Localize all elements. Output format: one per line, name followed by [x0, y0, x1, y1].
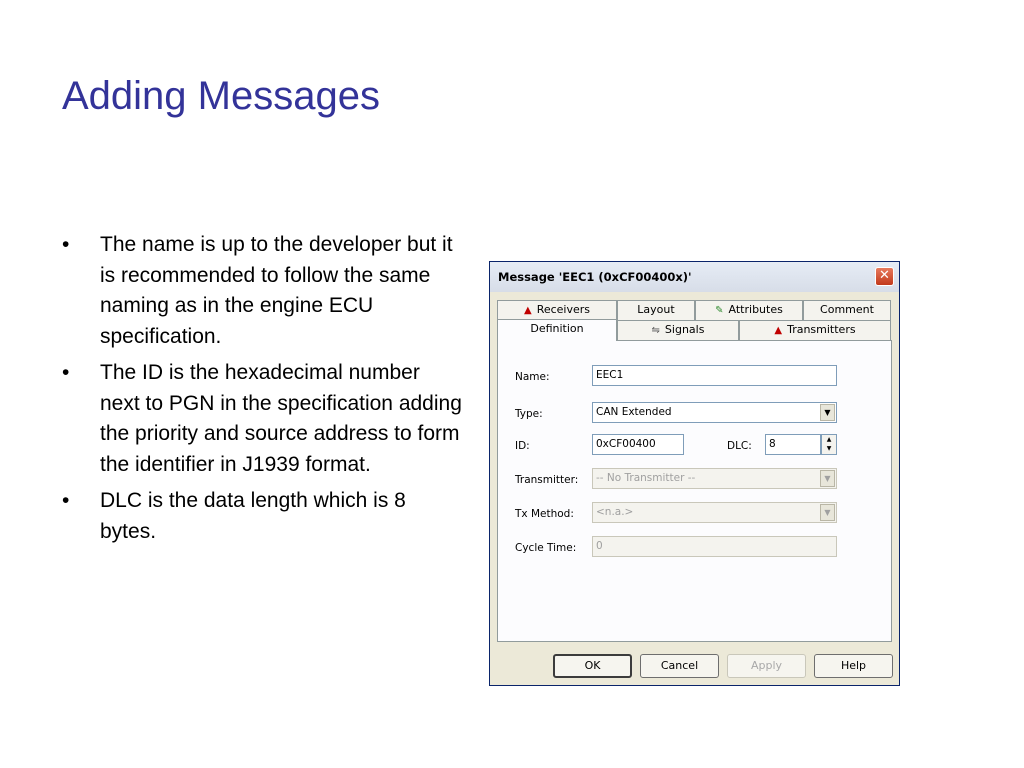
definition-panel — [497, 340, 892, 642]
apply-button: Apply — [727, 654, 806, 678]
cycle-time-input — [592, 536, 837, 557]
tab-definition[interactable] — [497, 319, 617, 341]
cycle-time-label: Cycle Time: — [515, 542, 577, 554]
bullet-text: DLC is the data length which is 8 bytes. — [100, 489, 406, 543]
signal-icon: ⇋ — [651, 325, 660, 336]
id-label: ID: — [515, 440, 530, 452]
transmitter-label: Transmitter: — [515, 474, 579, 486]
tab-label: Layout — [637, 303, 675, 316]
close-icon: ✕ — [879, 268, 890, 283]
tab-layout[interactable] — [617, 300, 695, 320]
tab-receivers[interactable] — [497, 300, 617, 320]
chevron-down-icon: ▼ — [820, 470, 835, 487]
transmitter-icon: ▲ — [774, 325, 783, 336]
dialog-title: Message 'EEC1 (0xCF00400x)' — [498, 270, 692, 284]
tab-signals[interactable] — [617, 320, 739, 340]
txmethod-value: <n.a.> — [596, 506, 634, 518]
cancel-button[interactable]: Cancel — [640, 654, 719, 678]
chevron-down-icon[interactable]: ▼ — [826, 445, 832, 452]
bullet-marker: • — [62, 489, 70, 512]
dialog-titlebar[interactable] — [490, 262, 899, 292]
tab-label: Receivers — [536, 303, 591, 316]
type-value: CAN Extended — [596, 406, 672, 418]
name-input[interactable] — [592, 365, 837, 386]
tab-transmitters[interactable] — [739, 320, 891, 340]
dlc-stepper[interactable] — [821, 434, 837, 455]
tab-label: Definition — [530, 322, 584, 335]
attribute-icon: ✎ — [715, 305, 724, 316]
bullet-list — [62, 230, 462, 553]
tab-label: Comment — [820, 303, 874, 316]
tab-label: Attributes — [728, 303, 783, 316]
chevron-down-icon: ▼ — [820, 504, 835, 521]
bullet-marker: • — [62, 233, 70, 256]
receiver-icon: ▲ — [523, 305, 532, 316]
dlc-label: DLC: — [727, 440, 752, 452]
chevron-down-icon[interactable]: ▼ — [820, 404, 835, 421]
slide-title: Adding Messages — [62, 74, 380, 118]
transmitter-value: -- No Transmitter -- — [596, 472, 696, 484]
bullet-text: The ID is the hexadecimal number next to PGN in the specification adding the priority and source address to form the identifier in J1939 format. — [100, 361, 462, 476]
txmethod-select — [592, 502, 837, 523]
chevron-up-icon[interactable]: ▲ — [826, 436, 832, 443]
dlc-value: 8 — [769, 438, 776, 450]
name-label: Name: — [515, 371, 550, 383]
cycle-time-value: 0 — [596, 540, 603, 552]
close-button[interactable] — [875, 267, 894, 286]
tab-attributes[interactable] — [695, 300, 803, 320]
message-dialog — [489, 261, 900, 686]
txmethod-label: Tx Method: — [515, 508, 574, 520]
bullet-item — [62, 358, 462, 480]
bullet-item — [62, 230, 462, 352]
dlc-input[interactable] — [765, 434, 821, 455]
id-value: 0xCF00400 — [596, 438, 656, 450]
bullet-text: The name is up to the developer but it is recommended to follow the same naming as in the engine ECU specification. — [100, 233, 453, 348]
tab-label: Signals — [664, 323, 705, 336]
type-select[interactable] — [592, 402, 837, 423]
tab-label: Transmitters — [787, 323, 856, 336]
name-value: EEC1 — [596, 369, 624, 381]
tab-comment[interactable] — [803, 300, 891, 320]
transmitter-select — [592, 468, 837, 489]
type-label: Type: — [515, 408, 543, 420]
id-input[interactable] — [592, 434, 684, 455]
ok-button[interactable]: OK — [553, 654, 632, 678]
help-button[interactable]: Help — [814, 654, 893, 678]
bullet-item — [62, 486, 462, 547]
bullet-marker: • — [62, 361, 70, 384]
